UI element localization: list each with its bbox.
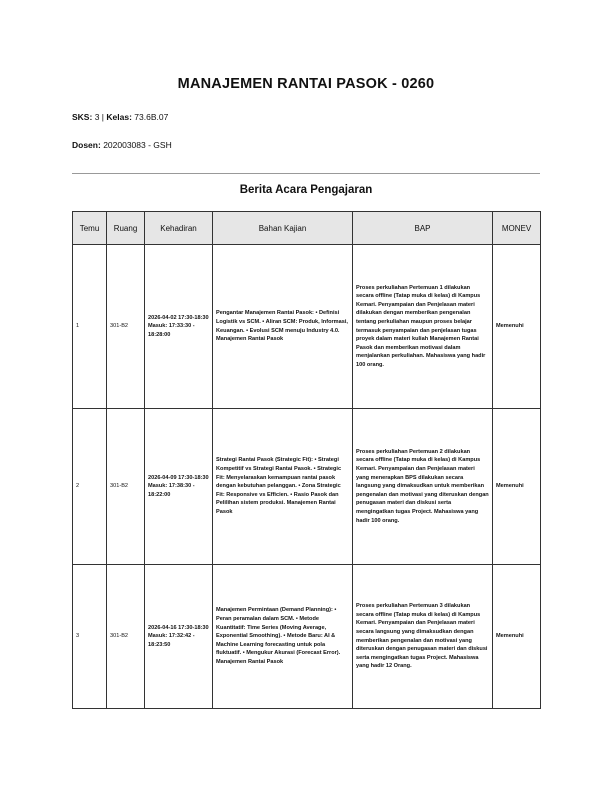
- cell-kehadiran: 2026-04-16 17:30-18:30 Masuk: 17:32:42 - 18:23:50: [145, 565, 213, 709]
- kelas-label: Kelas:: [106, 112, 132, 122]
- cell-bahan-kajian: Pengantar Manajemen Rantai Pasok: • Definisi Logistik vs SCM. • Aliran SCM: Produk, Informasi, Keuangan. • Evolusi SCM menuju Industry 4.0. Manajemen Rantai Pasok: [213, 245, 353, 409]
- sks-label: SKS:: [72, 112, 93, 122]
- cell-kehadiran: 2026-04-02 17:30-18:30 Masuk: 17:33:30 - 18:28:00: [145, 245, 213, 409]
- table-row: [73, 409, 541, 565]
- cell-ruang: 301-B2: [107, 245, 145, 409]
- section-title: Berita Acara Pengajaran: [239, 184, 373, 196]
- cell-ruang: 301-B2: [107, 565, 145, 709]
- cell-monev: Memenuhi: [493, 565, 541, 709]
- cell-monev: Memenuhi: [493, 245, 541, 409]
- cell-kehadiran: 2026-04-09 17:30-18:30 Masuk: 17:38:30 - 18:22:00: [145, 409, 213, 565]
- cell-temu: 2: [73, 409, 107, 565]
- cell-bap: Proses perkuliahan Pertemuan 1 dilakukan secara offline (Tatap muka di kelas) di Kampus Kemari. Penyampaian dan Penjelasan materi dilakukan dengan memberikan pengenalan tentang perkuliahan maupun proses belajar termasuk penyampaian dan penjelasan tugas proyek dalam materi kuliah Manajemen Rantai Pasok dan memberikan motivasi dalam menjalankan perkuliahan. Mahasiswa yang hadir 100 orang.: [353, 245, 493, 409]
- dosen-label: Dosen:: [72, 140, 101, 150]
- col-header-bap: BAP: [353, 212, 493, 245]
- sks-value: 3: [94, 112, 100, 122]
- table-header-row: [73, 212, 541, 245]
- cell-bap: Proses perkuliahan Pertemuan 3 dilakukan secara offline (Tatap muka di kelas) di Kampus Kemari. Penyampaian dan Penjelasan materi secara langsung yang dimaksudkan dengan memberikan pengenalan dan motivasi yang diteruskan dengan penugasan materi dan diskusi serta mengingatkan tugas Project. Mahasiswa yang hadir 12 Orang.: [353, 565, 493, 709]
- cell-temu: 3: [73, 565, 107, 709]
- bap-table: [72, 211, 541, 709]
- col-header-ruang: Ruang: [107, 212, 145, 245]
- lecturer-line: [72, 140, 172, 150]
- col-header-temu: Temu: [73, 212, 107, 245]
- col-header-bahan-kajian: Bahan Kajian: [213, 212, 353, 245]
- table-row: [73, 245, 541, 409]
- meta-separator: |: [101, 112, 105, 122]
- cell-bahan-kajian: Manajemen Permintaan (Demand Planning): • Peran peramalan dalam SCM. • Metode Kuantitatif: Time Series (Moving Average, Exponential Smoothing). • Metode Baru: AI & Machine Learning forecasting untuk pola fluktuatif. • Mengukur Akurasi (Forecast Error). Manajemen Rantai Pasok: [213, 565, 353, 709]
- cell-bap: Proses perkuliahan Pertemuan 2 dilakukan secara offline (Tatap muka di kelas) di Kampus Kemari. Penyampaian dan Penjelasan materi yang menerapkan BPS dilakukan secara langsung yang dimaksudkan untuk memberikan pengenalan dan motivasi yang diteruskan dengan penugasan materi dan diskusi serta mengingatkan tugas Project. Mahasiswa yang hadir 100 orang.: [353, 409, 493, 565]
- col-header-kehadiran: Kehadiran: [145, 212, 213, 245]
- cell-temu: 1: [73, 245, 107, 409]
- cell-bahan-kajian: Strategi Rantai Pasok (Strategic Fit): • Strategi Kompetitif vs Strategi Rantai Pasok. • Strategic Fit: Menyelaraskan kemampuan rantai pasok dengan kebutuhan pelanggan. • Zona Strategic Fit: Responsive vs Efficien. • Rasio Pasok dan Pelilihan sistem produksi. Manajemen Rantai Pasok: [213, 409, 353, 565]
- dosen-value: 202003083 - GSH: [103, 140, 172, 150]
- kelas-value: 73.6B.07: [134, 112, 169, 122]
- cell-ruang: 301-B2: [107, 409, 145, 565]
- cell-monev: Memenuhi: [493, 409, 541, 565]
- col-header-monev: MONEV: [493, 212, 541, 245]
- divider: [72, 173, 540, 174]
- table-row: [73, 565, 541, 709]
- page-title: MANAJEMEN RANTAI PASOK - 0260: [177, 76, 435, 92]
- course-meta-line: [72, 112, 168, 122]
